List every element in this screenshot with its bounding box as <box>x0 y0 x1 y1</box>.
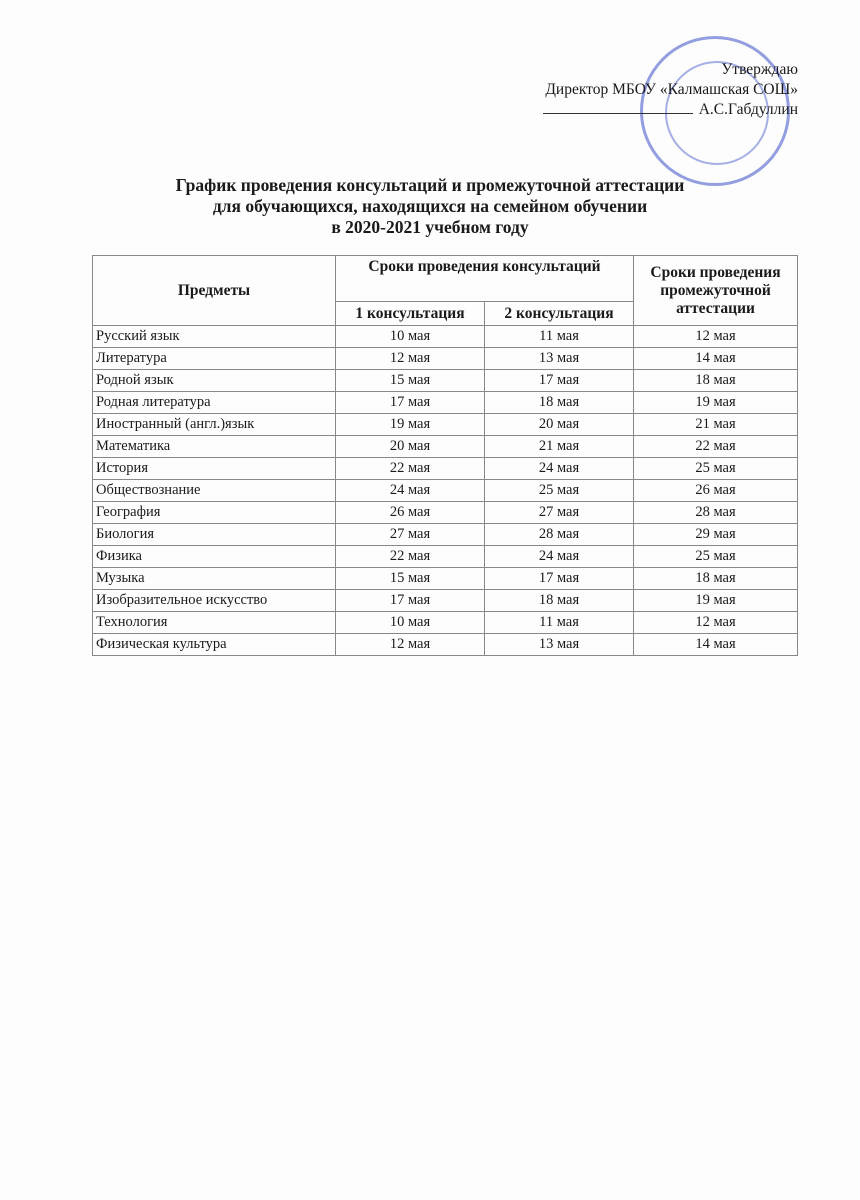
subject-cell: Изобразительное искусство <box>93 590 336 612</box>
consult2-cell: 13 мая <box>485 634 634 656</box>
attestation-cell: 14 мая <box>634 634 798 656</box>
subject-cell: Математика <box>93 436 336 458</box>
subject-cell: Родная литература <box>93 392 336 414</box>
schedule-table <box>92 255 798 656</box>
consult1-cell: 19 мая <box>336 414 485 436</box>
consult2-cell: 27 мая <box>485 502 634 524</box>
document-title <box>0 175 860 238</box>
header-subjects: Предметы <box>93 256 336 326</box>
attestation-cell: 26 мая <box>634 480 798 502</box>
table-row <box>93 414 798 436</box>
table-row <box>93 326 798 348</box>
consult1-cell: 24 мая <box>336 480 485 502</box>
consult2-cell: 11 мая <box>485 612 634 634</box>
consult1-cell: 12 мая <box>336 634 485 656</box>
consult2-cell: 24 мая <box>485 546 634 568</box>
consult1-cell: 10 мая <box>336 326 485 348</box>
consult2-cell: 18 мая <box>485 590 634 612</box>
table-row <box>93 590 798 612</box>
consult2-cell: 25 мая <box>485 480 634 502</box>
subject-cell: Русский язык <box>93 326 336 348</box>
consult1-cell: 22 мая <box>336 458 485 480</box>
attestation-cell: 18 мая <box>634 568 798 590</box>
attestation-cell: 21 мая <box>634 414 798 436</box>
title-line: График проведения консультаций и промежуточной аттестации <box>175 175 685 195</box>
consult2-cell: 24 мая <box>485 458 634 480</box>
subject-cell: Физическая культура <box>93 634 336 656</box>
title-line: для обучающихся, находящихся на семейном обучении <box>212 196 648 216</box>
consult2-cell: 13 мая <box>485 348 634 370</box>
title-line: в 2020-2021 учебном году <box>331 217 529 237</box>
table-row <box>93 612 798 634</box>
consult2-cell: 20 мая <box>485 414 634 436</box>
signature-line <box>543 113 693 114</box>
table-row <box>93 348 798 370</box>
consult1-cell: 22 мая <box>336 546 485 568</box>
table-row <box>93 502 798 524</box>
approval-position: Директор МБОУ «Калмашская СОШ» <box>545 81 798 98</box>
consult1-cell: 15 мая <box>336 370 485 392</box>
consult1-cell: 15 мая <box>336 568 485 590</box>
consult2-cell: 17 мая <box>485 568 634 590</box>
subject-cell: Родной язык <box>93 370 336 392</box>
attestation-cell: 12 мая <box>634 326 798 348</box>
subject-cell: Физика <box>93 546 336 568</box>
consult1-cell: 12 мая <box>336 348 485 370</box>
attestation-cell: 12 мая <box>634 612 798 634</box>
attestation-cell: 19 мая <box>634 392 798 414</box>
attestation-cell: 18 мая <box>634 370 798 392</box>
subject-cell: Иностранный (англ.)язык <box>93 414 336 436</box>
header-attestation: Сроки проведения промежуточной аттестации <box>634 256 798 326</box>
table-row <box>93 458 798 480</box>
consult1-cell: 17 мая <box>336 590 485 612</box>
consult2-cell: 11 мая <box>485 326 634 348</box>
subject-cell: Музыка <box>93 568 336 590</box>
consult2-cell: 28 мая <box>485 524 634 546</box>
table-row <box>93 480 798 502</box>
consult2-cell: 21 мая <box>485 436 634 458</box>
subject-cell: История <box>93 458 336 480</box>
attestation-cell: 25 мая <box>634 546 798 568</box>
subject-cell: Биология <box>93 524 336 546</box>
table-row <box>93 370 798 392</box>
table-row <box>93 392 798 414</box>
attestation-cell: 19 мая <box>634 590 798 612</box>
attestation-cell: 22 мая <box>634 436 798 458</box>
table-row <box>93 634 798 656</box>
table-row <box>93 546 798 568</box>
consult1-cell: 27 мая <box>336 524 485 546</box>
consult2-cell: 17 мая <box>485 370 634 392</box>
consult1-cell: 17 мая <box>336 392 485 414</box>
subject-cell: Технология <box>93 612 336 634</box>
table-row <box>93 436 798 458</box>
header-consult-1: 1 консультация <box>336 302 485 326</box>
consult1-cell: 26 мая <box>336 502 485 524</box>
approval-label: Утверждаю <box>721 61 798 78</box>
attestation-cell: 14 мая <box>634 348 798 370</box>
attestation-cell: 28 мая <box>634 502 798 524</box>
subject-cell: Литература <box>93 348 336 370</box>
consult2-cell: 18 мая <box>485 392 634 414</box>
attestation-cell: 25 мая <box>634 458 798 480</box>
consult1-cell: 20 мая <box>336 436 485 458</box>
approval-name: А.С.Габдуллин <box>698 101 798 118</box>
table-row <box>93 524 798 546</box>
consult1-cell: 10 мая <box>336 612 485 634</box>
table-row <box>93 568 798 590</box>
header-consultations: Сроки проведения консультаций <box>336 256 634 302</box>
attestation-cell: 29 мая <box>634 524 798 546</box>
header-consult-2: 2 консультация <box>485 302 634 326</box>
subject-cell: Обществознание <box>93 480 336 502</box>
approval-block <box>543 60 798 120</box>
subject-cell: География <box>93 502 336 524</box>
